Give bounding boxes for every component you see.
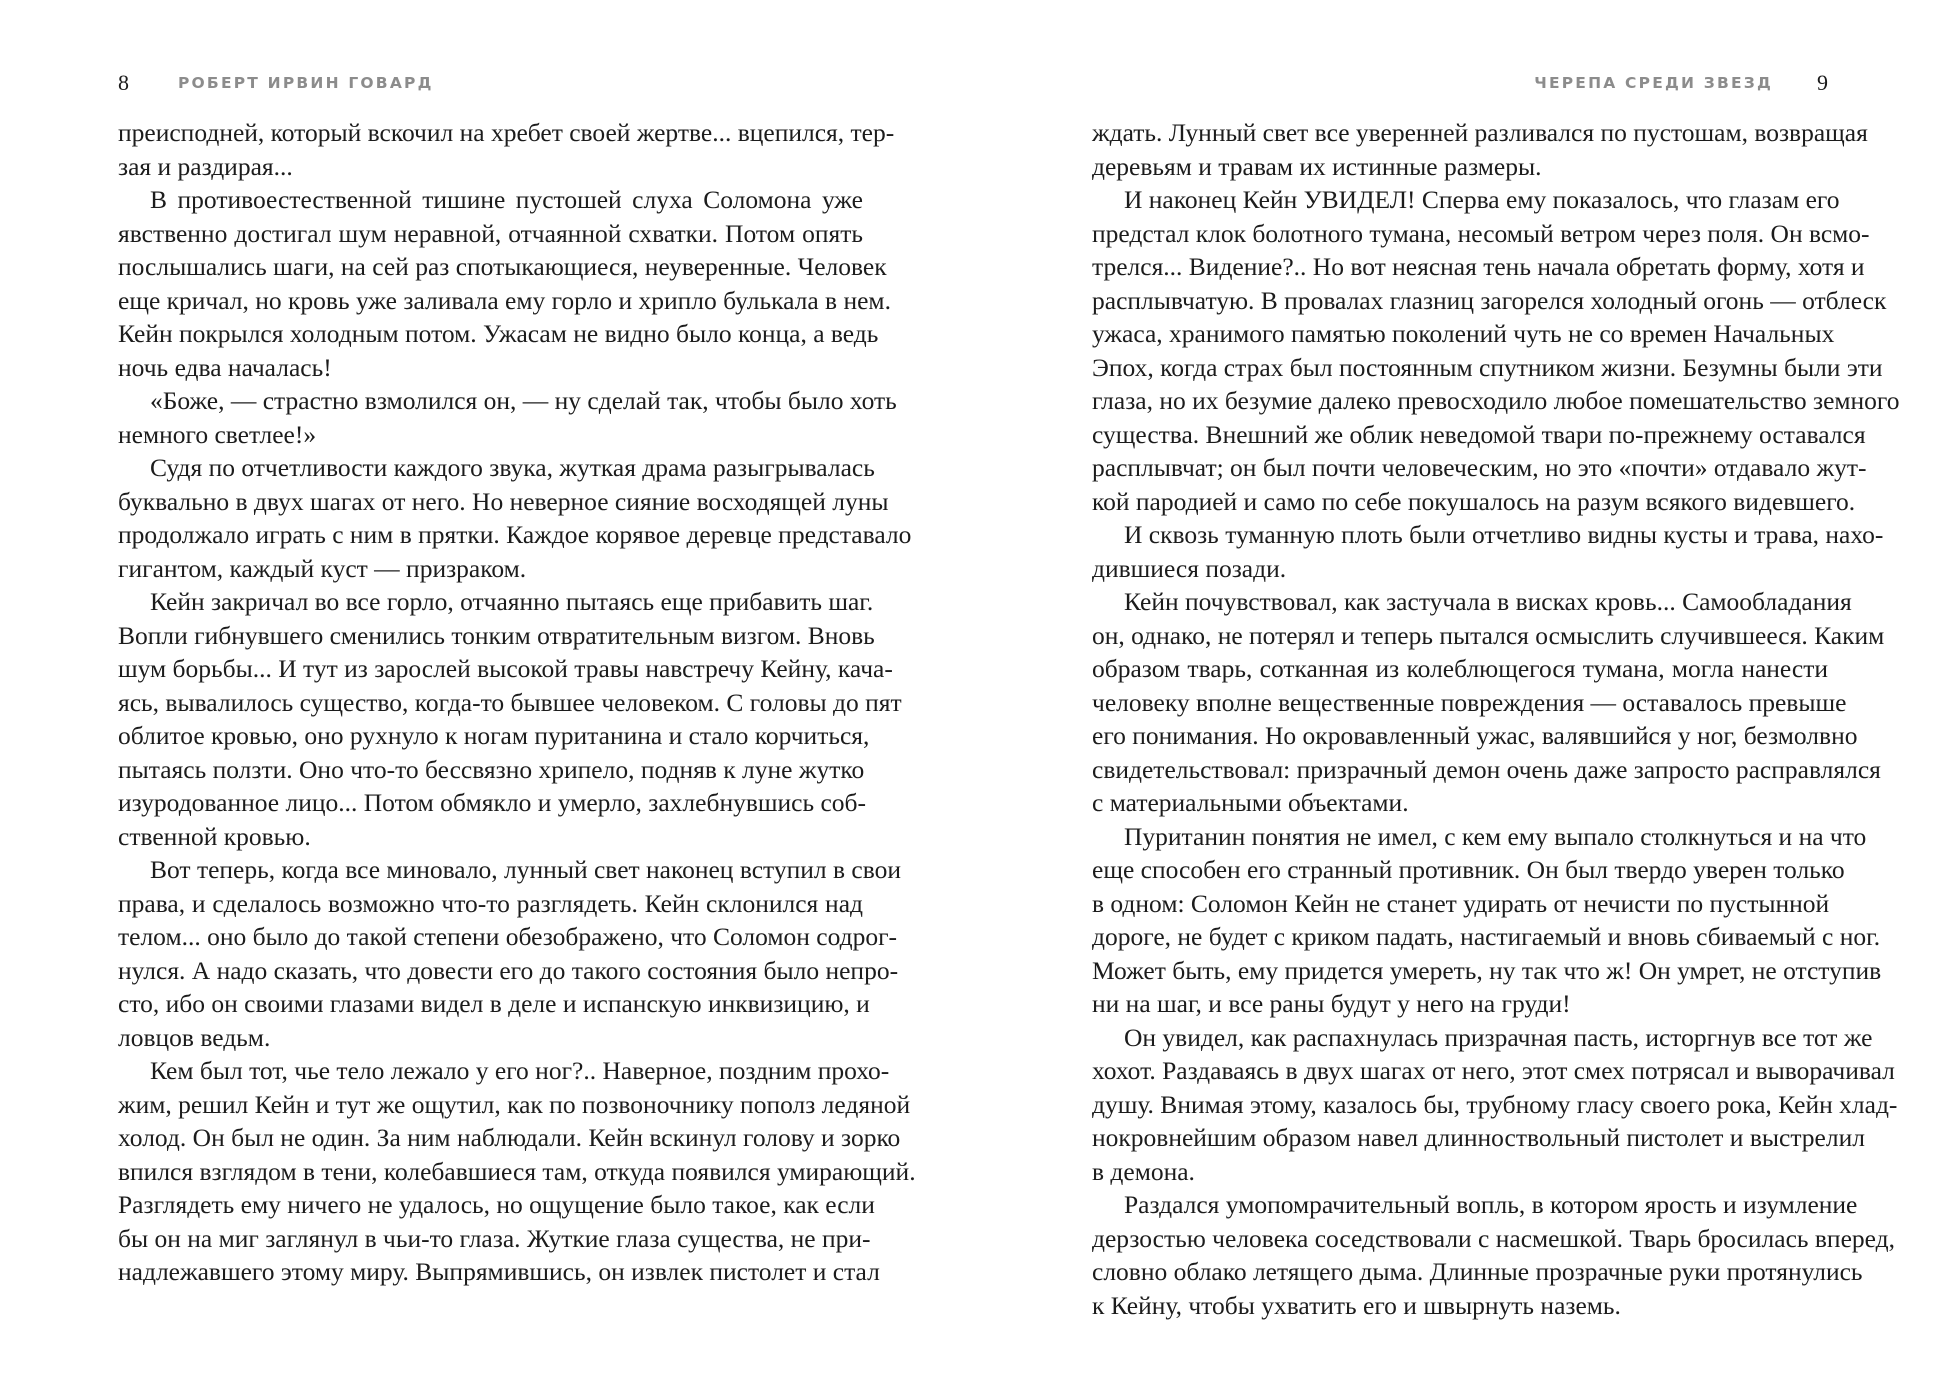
text-line: ясь, вывалилось существо, когда-то бывшее человеком. С головы до пят bbox=[118, 687, 902, 717]
text-line: в одном: Соломон Кейн не станет удирать от нечисти по пустынной bbox=[1092, 888, 1830, 918]
text-line: холод. Он был не один. За ним наблюдали. Кейн вскинул голову и зорко bbox=[118, 1123, 901, 1152]
text-line: Раздался умопомрачительный вопль, в котором ярость и изумление bbox=[1124, 1190, 1858, 1219]
page-number: 8 bbox=[118, 70, 129, 95]
text-line: ждать. Лунный свет все уверенней разливался по пустошам, возвращая bbox=[1092, 118, 1868, 147]
text-line: образом тварь, сотканная из колеблющегося тумана, могла нанести bbox=[1092, 654, 1828, 683]
text-line: Кейн покрылся холодным потом. Ужасам не видно было конца, а ведь bbox=[118, 319, 879, 348]
text-line: нулся. А надо сказать, что довести его до такого состояния было непро- bbox=[118, 955, 899, 985]
text-line: Он увидел, как распахнулась призрачная пасть, исторгнув все тот же bbox=[1124, 1022, 1873, 1052]
text-line: Пуританин понятия не имел, с кем ему выпало столкнуться и на что bbox=[1124, 821, 1867, 851]
text-line: надлежавшего этому миру. Выпрямившись, он извлек пистолет и стал bbox=[118, 1257, 880, 1286]
text-line: зая и раздирая... bbox=[118, 151, 293, 181]
text-line: преисподней, который вскочил на хребет своей жертве... вцепился, тер- bbox=[118, 118, 895, 147]
text-line: Кейн почувствовал, как застучала в висках кровь... Самообладания bbox=[1124, 587, 1852, 616]
text-line: дерзостью человека соседствовали с насмешкой. Тварь бросилась вперед, bbox=[1092, 1223, 1895, 1253]
text-line: Кейн закричал во все горло, отчаянно пытаясь еще прибавить шаг. bbox=[150, 587, 874, 616]
text-line: буквально в двух шагах от него. Но неверное сияние восходящей луны bbox=[118, 486, 889, 516]
text-line: Разглядеть ему ничего не удалось, но ощущение было такое, как если bbox=[118, 1190, 875, 1219]
text-line: ственной кровью. bbox=[118, 821, 311, 851]
text-line: еще кричал, но кровь уже заливала ему горло и хрипло булькала в нем. bbox=[118, 285, 891, 315]
right-page bbox=[1092, 0, 1900, 1391]
text-line: Вопли гибнувшего сменились тонким отвратительным визгом. Вновь bbox=[118, 620, 875, 650]
text-line: деревьям и травам их истинные размеры. bbox=[1092, 151, 1542, 181]
text-line: Кем был тот, чье тело лежало у его ног?.. Наверное, поздним прохо- bbox=[150, 1056, 890, 1085]
text-line: пытаясь ползти. Оно что-то бессвязно хрипело, подняв к луне жутко bbox=[118, 754, 865, 784]
text-line: с материальными объектами. bbox=[1092, 788, 1409, 817]
text-line: кой пародией и само по себе покушалось на разум всякого видевшего. bbox=[1092, 486, 1856, 516]
right-running-head bbox=[1092, 66, 1828, 100]
text-line: бы он на миг заглянул в чьи-то глаза. Жуткие глаза существа, не при- bbox=[118, 1223, 871, 1253]
text-line: ловцов ведьм. bbox=[118, 1022, 271, 1052]
text-line: душу. Внимая этому, казалось бы, трубному гласу своего рока, Кейн хлад- bbox=[1092, 1089, 1898, 1119]
text-line: облитое кровью, оно рухнуло к ногам пуританина и стало корчиться, bbox=[118, 721, 870, 750]
text-line: дившиеся позади. bbox=[1092, 553, 1287, 583]
text-line: существа. Внешний же облик неведомой твари по-прежнему оставался bbox=[1092, 419, 1866, 449]
text-line: глаза, но их безумие далеко превосходило любое помешательство земного bbox=[1092, 386, 1900, 415]
text-line: немного светлее!» bbox=[118, 419, 317, 449]
text-line: еще способен его странный противник. Он был твердо уверен только bbox=[1092, 855, 1845, 884]
left-page bbox=[118, 0, 916, 1391]
text-line: послышались шаги, на сей раз спотыкающиеся, неуверенные. Человек bbox=[118, 252, 887, 281]
text-line: И наконец Кейн УВИДЕЛ! Сперва ему показалось, что глазам его bbox=[1124, 185, 1840, 214]
text-line: жим, решил Кейн и тут же ощутил, как по позвоночнику пополз ледяной bbox=[118, 1089, 911, 1119]
story-title-running-head: ЧЕРЕПА СРЕДИ ЗВЕЗД bbox=[1534, 74, 1773, 92]
text-line: в демона. bbox=[1092, 1156, 1195, 1186]
text-line: шум борьбы... И тут из зарослей высокой травы навстречу Кейну, кача- bbox=[118, 654, 893, 683]
text-line: явственно достигал шум неравной, отчаянной схватки. Потом опять bbox=[118, 218, 863, 248]
text-line: человеку вполне вещественные повреждения — оставалось превыше bbox=[1092, 687, 1847, 717]
text-line: В противоестественной тишине пустошей слуха Соломона уже bbox=[150, 185, 863, 214]
text-line: телом... оно было до такой степени обезображено, что Соломон содрог- bbox=[118, 922, 898, 951]
text-line: ночь едва началась! bbox=[118, 352, 332, 382]
text-line: «Боже, — страстно взмолился он, — ну сделай так, чтобы было хоть bbox=[150, 386, 897, 415]
text-line: впился взглядом в тени, колебавшиеся там, откуда появился умирающий. bbox=[118, 1156, 916, 1186]
left-running-head bbox=[118, 66, 863, 100]
left-body-text bbox=[118, 116, 916, 1289]
text-line: трелся... Видение?.. Но вот неясная тень начала обретать форму, хотя и bbox=[1092, 252, 1865, 281]
text-line: Эпох, когда страх был постоянным спутником жизни. Безумны были эти bbox=[1092, 352, 1883, 382]
text-line: расплывчатую. В провалах глазниц загорелся холодный огонь — отблеск bbox=[1092, 285, 1887, 315]
text-line: нокровнейшим образом навел длинноствольный пистолет и выстрелил bbox=[1092, 1123, 1865, 1152]
text-line: свидетельствовал: призрачный демон очень даже запросто расправлялся bbox=[1092, 754, 1881, 784]
text-line: хохот. Раздаваясь в двух шагах от него, этот смех потрясал и выворачивал bbox=[1092, 1056, 1895, 1085]
text-line: расплывчат; он был почти человеческим, но это «почти» отдавало жут- bbox=[1092, 453, 1867, 482]
text-line: изуродованное лицо... Потом обмякло и умерло, захлебнувшись соб- bbox=[118, 788, 867, 817]
text-line: продолжало играть с ним в прятки. Каждое корявое деревце представало bbox=[118, 520, 912, 549]
text-line: Вот теперь, когда все миновало, лунный свет наконец вступил в свои bbox=[150, 855, 901, 884]
text-line: его понимания. Но окровавленный ужас, валявшийся у ног, безмолвно bbox=[1092, 721, 1858, 750]
text-line: ни на шаг, и все раны будут у него на груди! bbox=[1092, 989, 1571, 1018]
page-number: 9 bbox=[1817, 70, 1828, 95]
text-line: права, и сделалось возможно что-то разглядеть. Кейн склонился над bbox=[118, 888, 863, 918]
text-line: к Кейну, чтобы ухватить его и швырнуть наземь. bbox=[1092, 1290, 1621, 1320]
text-line: Судя по отчетливости каждого звука, жуткая драма разыгрывалась bbox=[150, 453, 875, 482]
text-line: он, однако, не потерял и теперь пытался осмыслить случившееся. Каким bbox=[1092, 620, 1885, 650]
text-line: И сквозь туманную плоть были отчетливо видны кусты и трава, нахо- bbox=[1124, 520, 1884, 549]
text-line: ужаса, хранимого памятью поколений чуть не со времен Начальных bbox=[1092, 319, 1835, 348]
text-line: сто, ибо он своими глазами видел в деле и испанскую инквизицию, и bbox=[118, 989, 870, 1018]
text-line: Может быть, ему придется умереть, ну так что ж! Он умрет, не отступив bbox=[1092, 955, 1882, 985]
author-running-head: РОБЕРТ ИРВИН ГОВАРД bbox=[178, 74, 434, 92]
text-line: дороге, не будет с криком падать, настигаемый и вновь сбиваемый с ног. bbox=[1092, 922, 1881, 951]
text-line: гигантом, каждый куст — призраком. bbox=[118, 553, 527, 583]
text-line: предстал клок болотного тумана, несомый ветром через поля. Он всмо- bbox=[1092, 218, 1870, 248]
right-body-text bbox=[1092, 116, 1900, 1322]
text-line: словно облако летящего дыма. Длинные прозрачные руки протянулись bbox=[1092, 1257, 1863, 1286]
